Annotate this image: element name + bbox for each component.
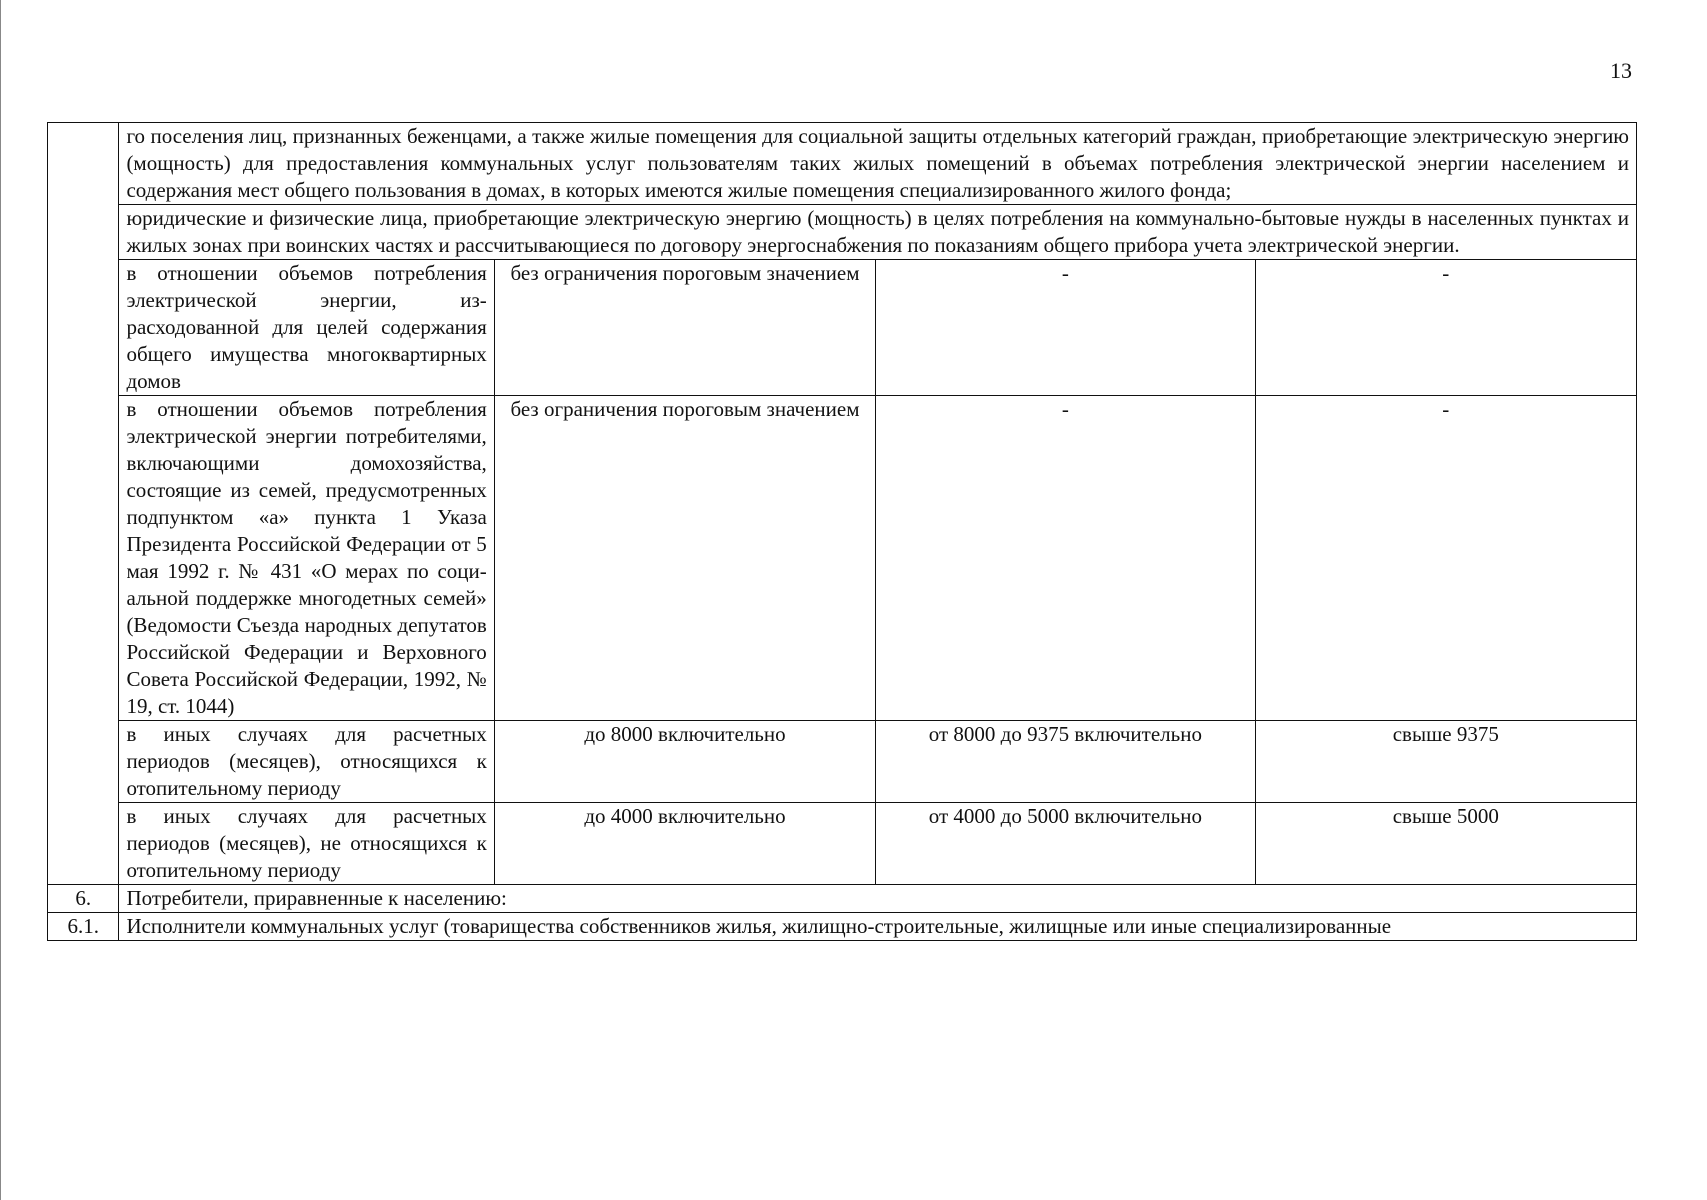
sub-row-label: в иных случаях для расчетных периодов (месяцев), относящихся к отопительному периоду [119, 721, 494, 803]
threshold-col2: от 4000 до 5000 включительно [876, 803, 1255, 885]
page-edge-line [0, 0, 1, 1200]
table-row [48, 205, 1637, 260]
table-row [48, 885, 1637, 913]
threshold-col1: без ограничения пороговым значением [494, 396, 875, 721]
legal-entities-text-cell: юридические и физические лица, приобретающие электрическую энергию (мощность) в целях потребления на коммунально-бытовые нужды в населенных пунктах и жилых зонах при воинских частях и рассчитывающиеся по договору энергоснабжения по показаниям общего прибора учета электрической энергии. [119, 205, 1637, 260]
table-row [48, 913, 1637, 941]
table-row [48, 123, 1637, 205]
threshold-col3: - [1255, 396, 1636, 721]
intro-text-cell: го поселения лиц, признанных беженцами, а также жилые помещения для социальной защиты отдельных категорий граждан, приобретающие электрическую энергию (мощность) для предоставления коммунальных услуг пользователям таких жилых помещений в объемах потребления электрической энергии населением и содержания мест общего пользования в домах, в которых имеются жилые помещения специализированного жилого фонда; [119, 123, 1637, 205]
threshold-col1: до 8000 включительно [494, 721, 875, 803]
threshold-col1: без ограничения пороговым значением [494, 260, 875, 396]
threshold-col2: - [876, 260, 1255, 396]
section-title: Исполнители коммунальных услуг (товарищества собственников жилья, жилищно-строительные, жилищные или иные специализированные [119, 913, 1637, 941]
section-number: 6.1. [48, 913, 119, 941]
section-number: 6. [48, 885, 119, 913]
sub-row-label: в иных случаях для расчетных периодов (месяцев), не относящихся к отопительному периоду [119, 803, 494, 885]
table-row [48, 260, 1637, 396]
row-number-cell-empty [48, 123, 119, 885]
threshold-col1: до 4000 включительно [494, 803, 875, 885]
section-title: Потребители, приравненные к населению: [119, 885, 1637, 913]
threshold-col3: свыше 5000 [1255, 803, 1636, 885]
threshold-col2: - [876, 396, 1255, 721]
threshold-col3: - [1255, 260, 1636, 396]
sub-row-label: в отношении объемов потребления электрической энергии, израсходованной для целей содержания общего имущества многоквартирных домов [119, 260, 494, 396]
table-row [48, 721, 1637, 803]
threshold-col3: свыше 9375 [1255, 721, 1636, 803]
tariff-table [47, 122, 1637, 941]
sub-row-label: в отношении объемов потребления электрической энергии потребителями, включающими домохозяйства, состоящие из семей, предусмотренных подпунктом «а» пункта 1 Указа Президента Российской Федерации от 5 мая 1992 г. № 431 «О мерах по социальной поддержке многодетных семей» (Ведомости Съезда народных депутатов Российской Федерации и Верховного Совета Российской Федерации, 1992, № 19, ст. 1044) [119, 396, 494, 721]
threshold-col2: от 8000 до 9375 включительно [876, 721, 1255, 803]
table-row [48, 803, 1637, 885]
page-number: 13 [1610, 58, 1632, 83]
table-row [48, 396, 1637, 721]
